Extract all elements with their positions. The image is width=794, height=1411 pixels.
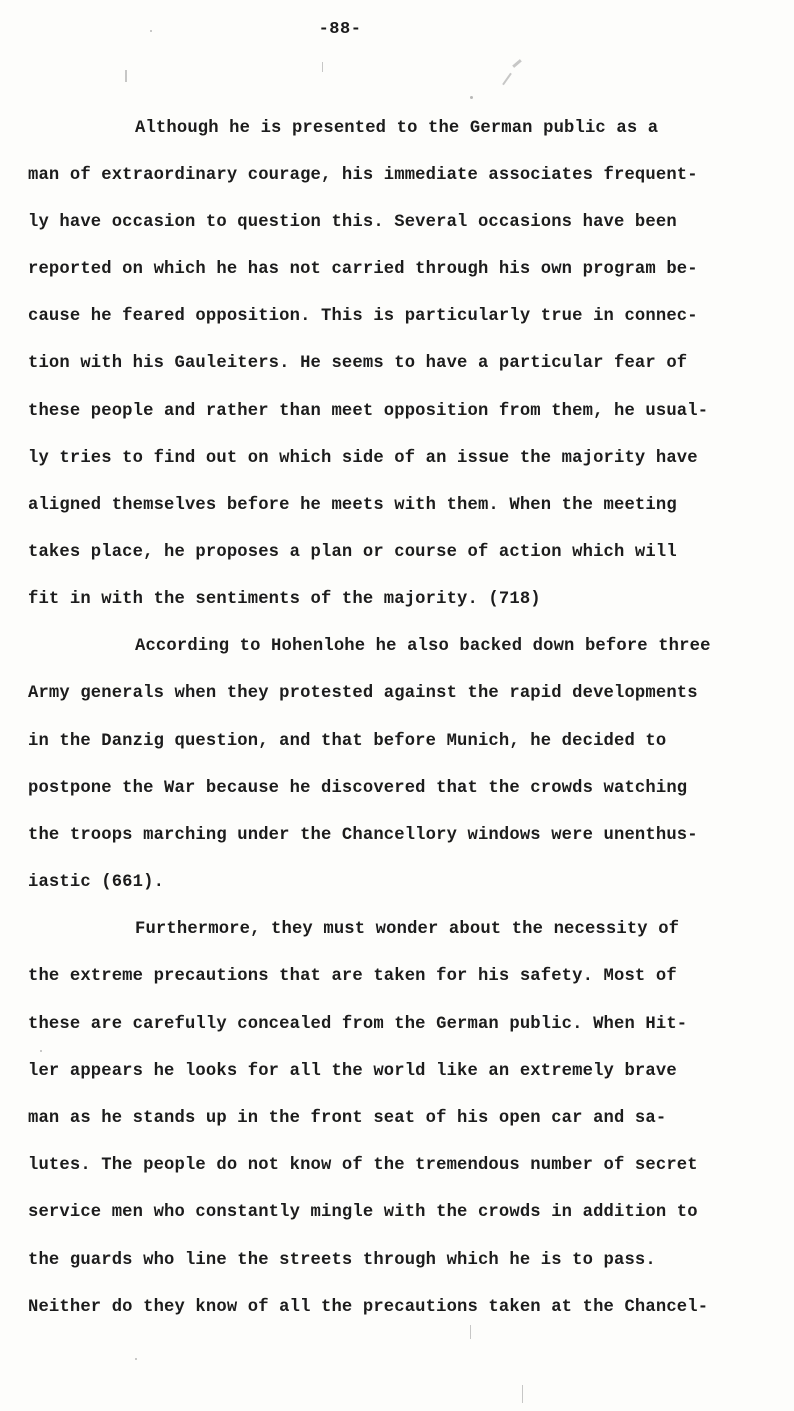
scan-artifact (522, 1385, 523, 1403)
text-line: the extreme precautions that are taken for his safety. Most of (28, 967, 677, 986)
text-line: man of extraordinary courage, his immediate associates frequent- (28, 166, 698, 185)
text-line: these are carefully concealed from the German public. When Hit- (28, 1015, 688, 1034)
scan-artifact (40, 1050, 42, 1052)
text-line: service men who constantly mingle with the crowds in addition to (28, 1203, 698, 1222)
text-line: According to Hohenlohe he also backed down before three (135, 637, 711, 656)
scan-artifact (135, 1358, 137, 1360)
scan-artifact (470, 96, 473, 99)
page-number: -88- (318, 20, 362, 39)
text-line: fit in with the sentiments of the majority. (718) (28, 590, 541, 609)
text-line: the guards who line the streets through which he is to pass. (28, 1251, 656, 1270)
text-line: reported on which he has not carried through his own program be- (28, 260, 698, 279)
scan-artifact (125, 70, 127, 82)
scan-artifact (512, 59, 522, 68)
text-line: Neither do they know of all the precautions taken at the Chancel- (28, 1298, 709, 1317)
scan-artifact (150, 30, 152, 32)
text-line: Furthermore, they must wonder about the necessity of (135, 920, 680, 939)
scan-artifact (322, 62, 323, 72)
scan-artifact (502, 73, 512, 86)
text-line: ler appears he looks for all the world like an extremely brave (28, 1062, 677, 1081)
text-line: iastic (661). (28, 873, 165, 892)
text-line: these people and rather than meet opposition from them, he usual- (28, 402, 709, 421)
text-line: lutes. The people do not know of the tremendous number of secret (28, 1156, 698, 1175)
text-line: takes place, he proposes a plan or course of action which will (28, 543, 677, 562)
text-line: ly have occasion to question this. Several occasions have been (28, 213, 677, 232)
text-line: Army generals when they protested against the rapid developments (28, 684, 698, 703)
text-line: cause he feared opposition. This is particularly true in connec- (28, 307, 698, 326)
text-line: the troops marching under the Chancellory windows were unenthus- (28, 826, 698, 845)
text-line: tion with his Gauleiters. He seems to have a particular fear of (28, 354, 688, 373)
text-line: Although he is presented to the German public as a (135, 119, 659, 138)
text-line: man as he stands up in the front seat of his open car and sa- (28, 1109, 667, 1128)
scan-artifact (470, 1325, 471, 1339)
text-line: postpone the War because he discovered that the crowds watching (28, 779, 688, 798)
text-line: aligned themselves before he meets with them. When the meeting (28, 496, 677, 515)
text-line: ly tries to find out on which side of an issue the majority have (28, 449, 698, 468)
text-line: in the Danzig question, and that before Munich, he decided to (28, 732, 667, 751)
